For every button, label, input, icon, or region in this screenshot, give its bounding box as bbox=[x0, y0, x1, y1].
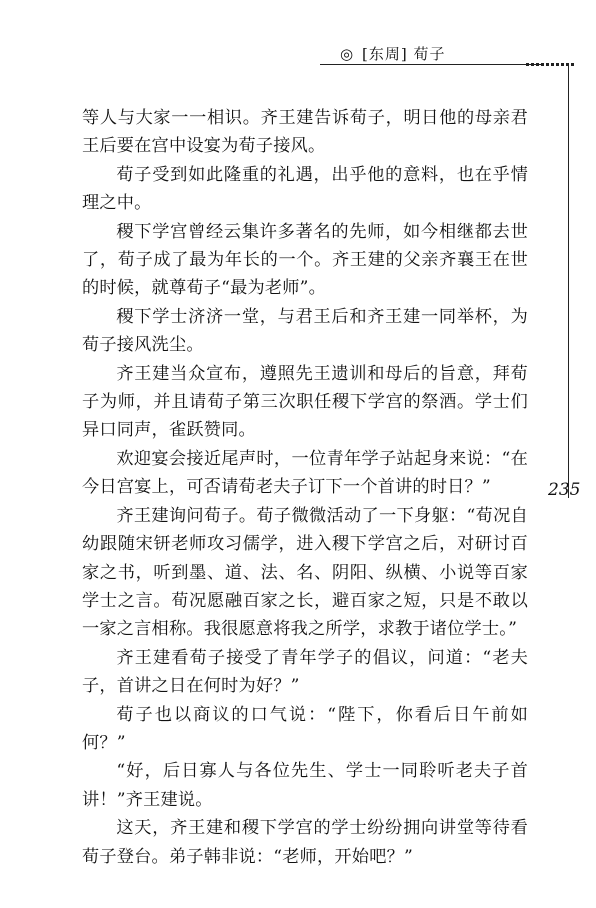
paragraph: 荀子也以商议的口气说：“陛下，你看后日午前如何？” bbox=[82, 704, 528, 753]
paragraph: 齐王建看荀子接受了青年学子的倡议，问道：“老夫子，首讲之日在何时为好？” bbox=[82, 647, 528, 697]
paragraph: 稷下学士济济一堂，与君王后和齐王建一同举杯，为荀子接风洗尘。 bbox=[82, 306, 528, 356]
running-header bbox=[320, 42, 580, 66]
paragraph: “好，后日寡人与各位先生、学士一同聆听老夫子首讲！”齐王建说。 bbox=[82, 761, 528, 810]
page-number: 235 bbox=[548, 480, 581, 500]
target-circle-icon: ◎ bbox=[340, 45, 354, 63]
body-text bbox=[82, 104, 528, 871]
paragraph: 这天，齐王建和稷下学宫的学士纷纷拥向讲堂等待看荀子登台。弟子韩非说：“老师，开始吧？” bbox=[82, 818, 528, 867]
paragraph: 欢迎宴会接近尾声时，一位青年学子站起身来说：“在今日宫宴上，可否请荀老夫子订下一个首讲的时日？” bbox=[82, 448, 528, 498]
paragraph: 荀子受到如此隆重的礼遇，出乎他的意料，也在乎情理之中。 bbox=[82, 164, 528, 214]
paragraph: 等人与大家一一相识。齐王建告诉荀子，明日他的母亲君王后要在宫中设宴为荀子接风。 bbox=[82, 108, 528, 157]
paragraph: 齐王建当众宣布，遵照先王遗训和母后的旨意，拜荀子为师，并且请荀子第三次职任稷下学宫的祭酒。学士们异口同声，雀跃赞同。 bbox=[82, 363, 528, 441]
paragraph: 稷下学宫曾经云集许多著名的先师，如今相继都去世了，荀子成了最为年长的一个。齐王建的父亲齐襄王在世的时候，就尊荀子“最为老师”。 bbox=[82, 221, 528, 299]
header-title: [东周] 荀子 bbox=[362, 45, 446, 63]
header-rule bbox=[320, 64, 544, 65]
side-margin-rule bbox=[568, 64, 569, 498]
paragraph: 齐王建询问荀子。荀子微微活动了一下身躯：“荀况自幼跟随宋钘老师攻习儒学，进入稷下学宫之后，对研讨百家之书，听到墨、道、法、名、阴阳、纵横、小说等百家学士之言。荀况愿融百家之长，避百家之短，只是不敢以一家之言相称。我很愿意将我之所学，求教于诸位学士。” bbox=[82, 505, 528, 640]
